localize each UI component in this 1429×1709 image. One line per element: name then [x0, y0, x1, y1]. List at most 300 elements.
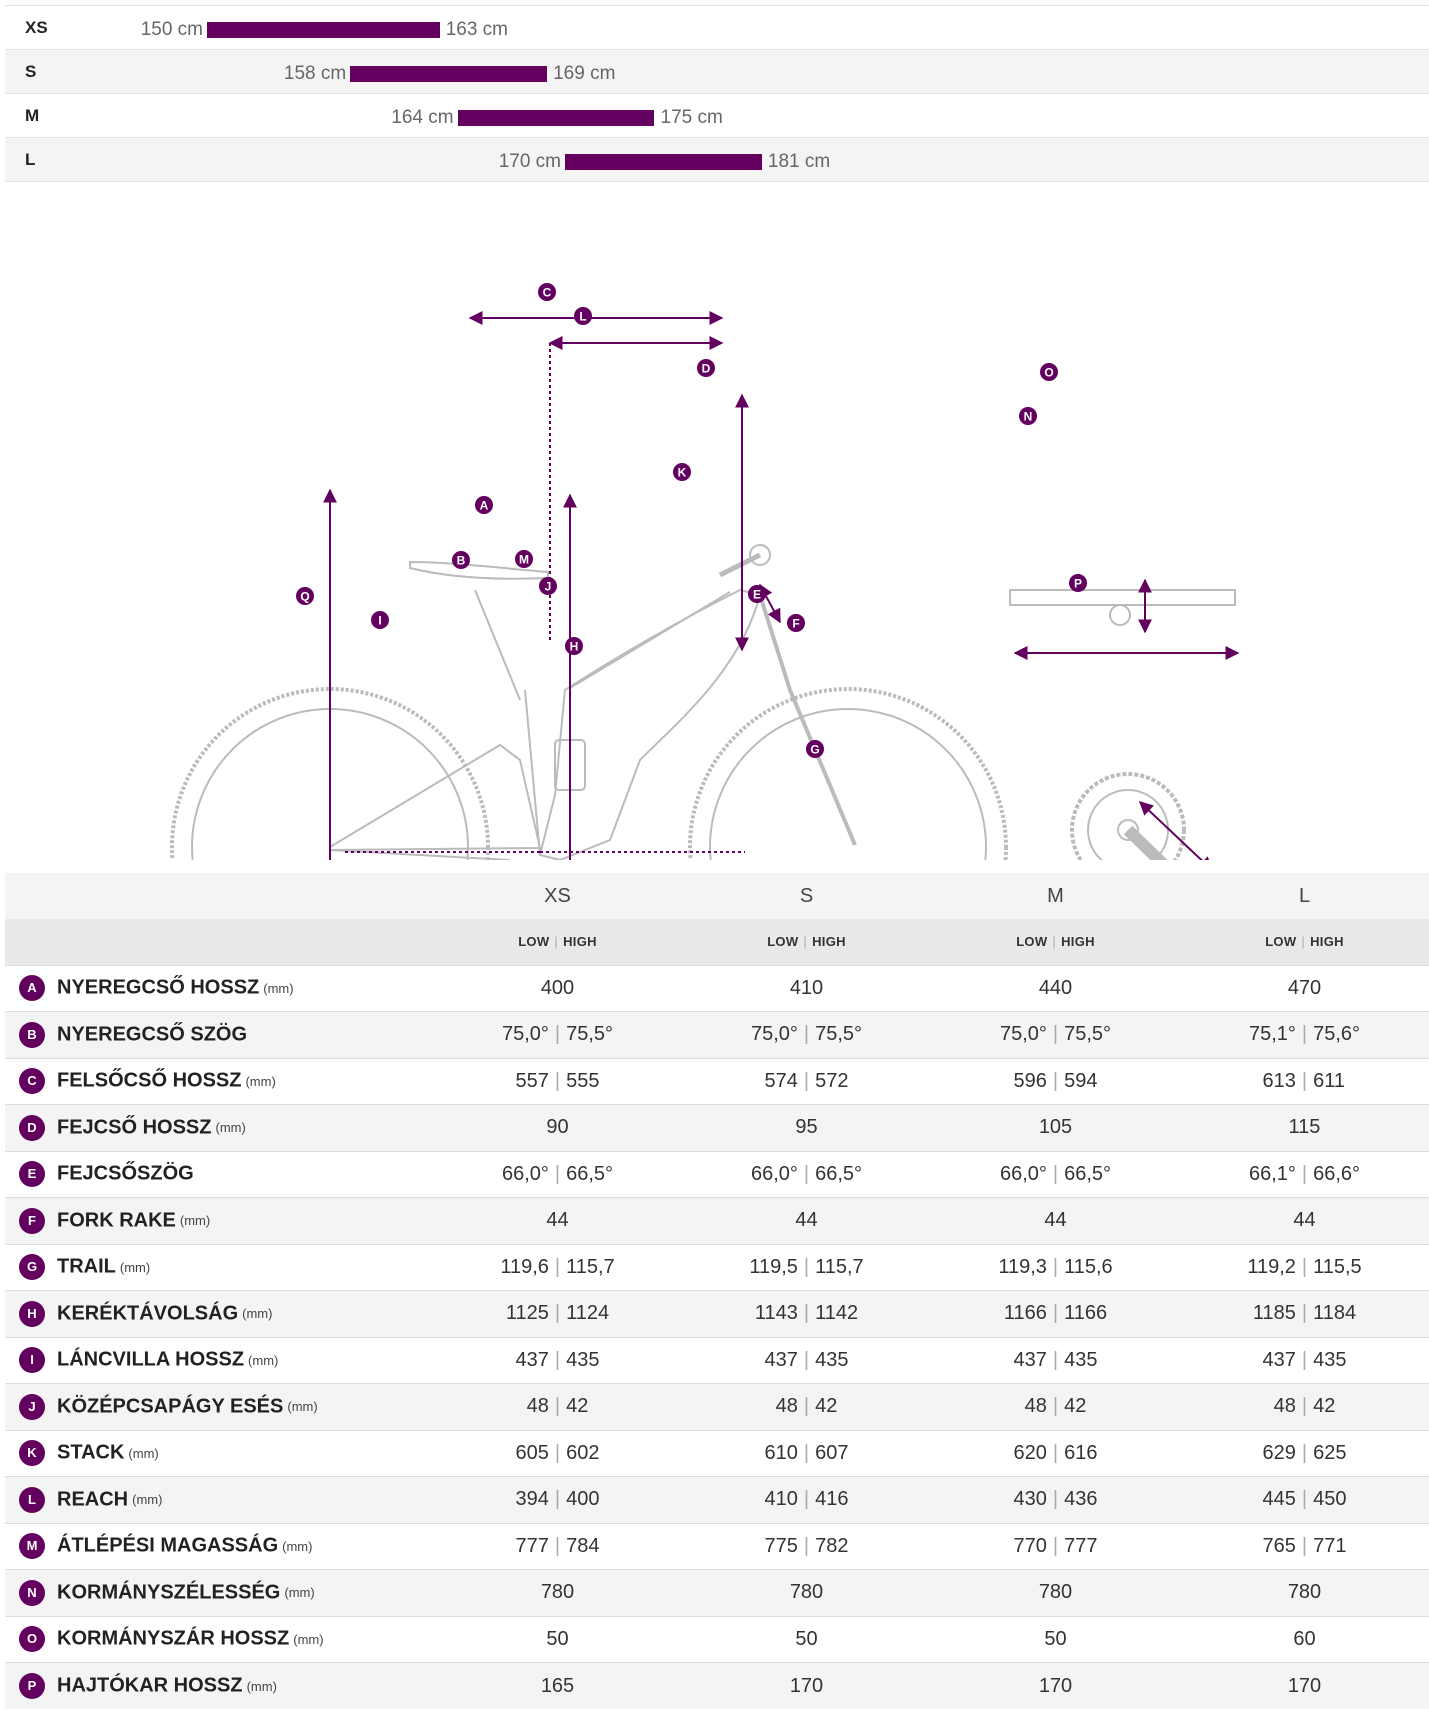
- high-value: 115,5: [1313, 1255, 1362, 1278]
- low-value: 394: [515, 1488, 549, 1511]
- low-high-header: [433, 919, 682, 965]
- high-value: 1124: [566, 1302, 610, 1325]
- value-cell: [931, 1663, 1180, 1709]
- parameter-name-cell: [5, 1012, 433, 1059]
- value-cell: [682, 1012, 931, 1059]
- low-value: 119,6: [500, 1255, 549, 1278]
- value-cell: [1180, 1198, 1429, 1245]
- marker-m: [515, 550, 533, 568]
- frame: [540, 587, 762, 860]
- value-cell: [433, 1012, 682, 1059]
- separator: |: [1301, 1348, 1308, 1371]
- single-value: 50: [795, 1627, 818, 1650]
- header-empty: [5, 919, 433, 965]
- bike-drawing: [172, 545, 1235, 860]
- value-cell: [682, 1523, 931, 1570]
- chainring: [1072, 774, 1184, 860]
- value-cell: [931, 1012, 1180, 1059]
- high-value: 416: [815, 1488, 849, 1511]
- single-value: 780: [789, 1581, 824, 1604]
- high-value: 1142: [815, 1302, 859, 1325]
- marker-c: [538, 283, 556, 301]
- low-value: 48: [775, 1395, 798, 1418]
- table-row: [5, 965, 1429, 1012]
- separator: |: [554, 1069, 561, 1092]
- separator: |: [1301, 1302, 1308, 1325]
- letter-badge: H: [19, 1301, 45, 1327]
- svg-text:D: D: [701, 361, 711, 376]
- high-value: 42: [566, 1395, 589, 1418]
- fork: [760, 595, 855, 845]
- table-row: [5, 1616, 1429, 1663]
- size-min-height: 150 cm: [140, 19, 203, 40]
- value-cell: [1180, 1663, 1429, 1709]
- separator: |: [554, 1023, 561, 1046]
- svg-text:A: A: [479, 498, 489, 513]
- value-cell: [433, 1337, 682, 1384]
- high-label: HIGH: [812, 934, 846, 950]
- low-value: 119,2: [1247, 1255, 1296, 1278]
- separator: |: [803, 1488, 810, 1511]
- single-value: 44: [1293, 1209, 1316, 1232]
- marker-o: [1040, 363, 1058, 381]
- value-cell: [1180, 1151, 1429, 1198]
- letter-badge: G: [19, 1254, 45, 1280]
- marker-j: [539, 577, 557, 595]
- parameter-name-cell: [5, 1337, 433, 1384]
- letter-badge: A: [19, 975, 45, 1001]
- single-value: 170: [789, 1674, 824, 1697]
- table-row: [5, 1105, 1429, 1152]
- parameter-unit: (mm): [248, 1352, 279, 1368]
- high-value: 625: [1313, 1441, 1347, 1464]
- value-cell: [1180, 1058, 1429, 1105]
- single-value: 44: [795, 1209, 818, 1232]
- value-cell: [931, 1430, 1180, 1477]
- diagram-letter-markers: [296, 283, 1087, 758]
- parameter-name: FORK RAKE: [57, 1209, 176, 1232]
- low-value: 445: [1262, 1488, 1296, 1511]
- high-value: 75,5°: [815, 1023, 863, 1046]
- low-value: 596: [1013, 1069, 1047, 1092]
- separator: |: [1052, 1069, 1059, 1092]
- single-value: 105: [1038, 1116, 1073, 1139]
- marker-g: [806, 740, 824, 758]
- parameter-name: KORMÁNYSZÉLESSÉG: [57, 1581, 281, 1604]
- letter-badge: N: [19, 1580, 45, 1606]
- parameter-name: STACK: [57, 1441, 125, 1464]
- table-row: [5, 1570, 1429, 1617]
- low-value: 48: [1273, 1395, 1296, 1418]
- parameter-name: ÁTLÉPÉSI MAGASSÁG: [57, 1534, 279, 1557]
- value-cell: [931, 1616, 1180, 1663]
- value-cell: [931, 1151, 1180, 1198]
- parameter-name-cell: [5, 1523, 433, 1570]
- separator: |: [554, 1395, 561, 1418]
- letter-badge: D: [19, 1115, 45, 1141]
- high-value: 436: [1064, 1488, 1098, 1511]
- high-value: 75,6°: [1313, 1023, 1361, 1046]
- separator: |: [554, 1302, 561, 1325]
- high-value: 400: [566, 1488, 600, 1511]
- letter-badge: C: [19, 1068, 45, 1094]
- separator: |: [554, 1488, 561, 1511]
- low-value: 437: [764, 1348, 798, 1371]
- svg-text:O: O: [1044, 365, 1054, 380]
- separator: |: [554, 1348, 561, 1371]
- marker-a: [475, 496, 493, 514]
- single-value: 95: [795, 1116, 818, 1139]
- low-high-header: [1180, 919, 1429, 965]
- low-value: 613: [1262, 1069, 1296, 1092]
- handlebar: [1010, 590, 1235, 605]
- high-value: 435: [566, 1348, 600, 1371]
- value-cell: [931, 965, 1180, 1012]
- marker-n: [1019, 407, 1037, 425]
- high-value: 616: [1064, 1441, 1098, 1464]
- value-cell: [682, 1337, 931, 1384]
- value-cell: [931, 1477, 1180, 1524]
- separator: |: [803, 1162, 810, 1185]
- parameter-name: KÖZÉPCSAPÁGY ESÉS: [57, 1395, 284, 1418]
- parameter-unit: (mm): [179, 1213, 211, 1229]
- svg-text:H: H: [569, 639, 579, 654]
- value-cell: [931, 1198, 1180, 1245]
- low-label: LOW: [1265, 934, 1297, 950]
- svg-text:G: G: [810, 742, 820, 757]
- single-value: 170: [1038, 1674, 1073, 1697]
- high-value: 1184: [1313, 1302, 1357, 1325]
- separator: |: [1052, 1534, 1059, 1557]
- table-row: [5, 1430, 1429, 1477]
- value-cell: [433, 1105, 682, 1152]
- separator: |: [1052, 934, 1057, 950]
- high-value: 42: [1064, 1395, 1087, 1418]
- separator: |: [554, 1162, 561, 1185]
- low-value: 775: [764, 1534, 798, 1557]
- single-value: 780: [540, 1581, 575, 1604]
- low-high-header-row: [5, 919, 1429, 965]
- table-row: [5, 1477, 1429, 1524]
- low-value: 557: [515, 1069, 549, 1092]
- low-value: 437: [1013, 1348, 1047, 1371]
- low-value: 437: [1262, 1348, 1296, 1371]
- low-label: LOW: [1016, 934, 1048, 950]
- marker-l: [574, 307, 592, 325]
- letter-badge: J: [19, 1394, 45, 1420]
- parameter-name-cell: [5, 1430, 433, 1477]
- value-cell: [1180, 1384, 1429, 1431]
- marker-q: [296, 587, 314, 605]
- rider-size-chart: [5, 5, 1429, 182]
- high-value: 42: [1313, 1395, 1336, 1418]
- single-value: 60: [1293, 1627, 1316, 1650]
- table-row: [5, 1244, 1429, 1291]
- value-cell: [682, 1198, 931, 1245]
- value-cell: [682, 1663, 931, 1709]
- separator: |: [803, 1023, 810, 1046]
- table-row: [5, 1198, 1429, 1245]
- separator: |: [1052, 1348, 1059, 1371]
- size-row-s: [5, 50, 1429, 94]
- value-cell: [682, 1058, 931, 1105]
- marker-i: [371, 611, 389, 629]
- single-value: 780: [1287, 1581, 1322, 1604]
- geometry-diagram: [0, 200, 1429, 860]
- svg-text:P: P: [1073, 576, 1083, 591]
- value-cell: [682, 1105, 931, 1152]
- value-cell: [1180, 965, 1429, 1012]
- separator: |: [1301, 1023, 1308, 1046]
- size-max-height: 181 cm: [767, 151, 831, 172]
- parameter-name: TRAIL: [57, 1255, 116, 1278]
- value-cell: [682, 1151, 931, 1198]
- separator: |: [803, 1302, 810, 1325]
- value-cell: [433, 1616, 682, 1663]
- separator: |: [803, 1069, 810, 1092]
- parameter-name-cell: [5, 1477, 433, 1524]
- separator: |: [1301, 1395, 1308, 1418]
- svg-text:Q: Q: [300, 589, 310, 604]
- parameter-unit: (mm): [242, 1306, 273, 1322]
- single-value: 410: [789, 976, 824, 999]
- parameter-unit: (mm): [132, 1492, 163, 1508]
- marker-d: [697, 359, 715, 377]
- size-max-height: 163 cm: [445, 19, 508, 40]
- letter-badge: E: [19, 1161, 45, 1187]
- high-value: 594: [1064, 1069, 1098, 1092]
- separator: |: [1301, 1069, 1308, 1092]
- low-high-header: [682, 919, 931, 965]
- value-cell: [433, 1058, 682, 1105]
- parameter-name: FEJCSŐSZÖG: [57, 1162, 194, 1185]
- high-value: 450: [1313, 1488, 1347, 1511]
- high-value: 75,5°: [1064, 1023, 1112, 1046]
- low-label: LOW: [767, 934, 799, 950]
- separator: |: [1052, 1162, 1059, 1185]
- low-value: 410: [764, 1488, 798, 1511]
- separator: |: [1301, 1488, 1308, 1511]
- high-value: 607: [815, 1441, 849, 1464]
- low-value: 777: [515, 1534, 549, 1557]
- size-label: XS: [25, 18, 48, 37]
- size-range-bar: [207, 22, 440, 38]
- value-cell: [433, 965, 682, 1012]
- svg-text:E: E: [752, 587, 762, 602]
- separator: |: [1301, 1534, 1308, 1557]
- value-cell: [682, 1291, 931, 1338]
- separator: |: [803, 1441, 810, 1464]
- parameter-name: HAJTÓKAR HOSSZ: [57, 1674, 243, 1697]
- separator: |: [1301, 1441, 1308, 1464]
- parameter-name: REACH: [57, 1488, 129, 1511]
- svg-text:L: L: [579, 309, 587, 324]
- value-cell: [433, 1523, 682, 1570]
- parameter-name-cell: [5, 1105, 433, 1152]
- value-cell: [1180, 1012, 1429, 1059]
- high-value: 435: [1064, 1348, 1098, 1371]
- separator: |: [554, 934, 559, 950]
- value-cell: [931, 1058, 1180, 1105]
- value-cell: [682, 1384, 931, 1431]
- high-value: 602: [566, 1441, 600, 1464]
- marker-e: [748, 585, 766, 603]
- single-value: 470: [1287, 976, 1322, 999]
- marker-p: [1069, 574, 1087, 592]
- parameter-name-cell: [5, 1058, 433, 1105]
- high-value: 115,7: [566, 1255, 615, 1278]
- high-value: 115,7: [815, 1255, 864, 1278]
- parameter-name-cell: [5, 1384, 433, 1431]
- low-value: 610: [764, 1441, 798, 1464]
- table-row: [5, 1337, 1429, 1384]
- size-range-bar: [565, 154, 762, 170]
- low-value: 119,3: [998, 1255, 1047, 1278]
- separator: |: [803, 1395, 810, 1418]
- letter-badge: K: [19, 1440, 45, 1466]
- size-max-height: 175 cm: [660, 107, 723, 128]
- high-value: 777: [1064, 1534, 1098, 1557]
- low-value: 629: [1262, 1441, 1296, 1464]
- value-cell: [1180, 1105, 1429, 1152]
- front-wheel: [690, 689, 1006, 860]
- separator: |: [1052, 1255, 1059, 1278]
- letter-badge: M: [19, 1533, 45, 1559]
- size-range-bar: [458, 110, 655, 126]
- separator: |: [1052, 1023, 1059, 1046]
- value-cell: [931, 1244, 1180, 1291]
- size-max-height: 169 cm: [553, 63, 616, 84]
- separator: |: [554, 1255, 561, 1278]
- marker-f: [787, 614, 805, 632]
- parameter-name-cell: [5, 1198, 433, 1245]
- parameter-name-cell: [5, 1616, 433, 1663]
- separator: |: [1052, 1488, 1059, 1511]
- value-cell: [682, 1477, 931, 1524]
- letter-badge: F: [19, 1208, 45, 1234]
- parameter-name: FEJCSŐ HOSSZ: [57, 1116, 212, 1139]
- low-value: 1185: [1252, 1302, 1296, 1325]
- parameter-name-cell: [5, 1570, 433, 1617]
- value-cell: [433, 1430, 682, 1477]
- single-value: 115: [1288, 1116, 1321, 1139]
- marker-k: [673, 463, 691, 481]
- low-value: 574: [764, 1069, 798, 1092]
- separator: |: [803, 1534, 810, 1557]
- low-value: 605: [515, 1441, 549, 1464]
- marker-h: [565, 637, 583, 655]
- value-cell: [1180, 1477, 1429, 1524]
- high-value: 611: [1313, 1069, 1345, 1092]
- low-value: 1143: [754, 1302, 798, 1325]
- svg-text:C: C: [542, 285, 552, 300]
- low-value: 770: [1013, 1534, 1047, 1557]
- table-row: [5, 1663, 1429, 1709]
- svg-text:J: J: [544, 579, 552, 594]
- parameter-name: KORMÁNYSZÁR HOSSZ: [57, 1627, 290, 1650]
- size-label: S: [25, 62, 37, 81]
- low-value: 75,1°: [1248, 1023, 1296, 1046]
- parameter-name: KERÉKTÁVOLSÁG: [57, 1302, 239, 1325]
- low-value: 66,1°: [1248, 1162, 1296, 1185]
- parameter-name-cell: [5, 1663, 433, 1709]
- size-column-header: S: [799, 884, 814, 907]
- low-value: 1166: [1003, 1302, 1047, 1325]
- size-column-header: XS: [544, 884, 571, 907]
- parameter-name-cell: [5, 1244, 433, 1291]
- parameter-name-cell: [5, 1151, 433, 1198]
- value-cell: [1180, 1430, 1429, 1477]
- low-value: 66,0°: [750, 1162, 798, 1185]
- size-range-bar: [350, 66, 547, 82]
- value-cell: [433, 1291, 682, 1338]
- single-value: 170: [1287, 1674, 1322, 1697]
- high-value: 771: [1313, 1534, 1347, 1557]
- value-cell: [682, 1244, 931, 1291]
- letter-badge: I: [19, 1347, 45, 1373]
- parameter-unit: (mm): [119, 1259, 151, 1275]
- size-row-m: [5, 94, 1429, 138]
- high-value: 42: [815, 1395, 838, 1418]
- marker-b: [452, 551, 470, 569]
- separator: |: [1052, 1395, 1059, 1418]
- parameter-unit: (mm): [128, 1445, 159, 1461]
- high-value: 66,5°: [566, 1162, 614, 1185]
- value-cell: [433, 1663, 682, 1709]
- low-label: LOW: [518, 934, 550, 950]
- value-cell: [1180, 1337, 1429, 1384]
- svg-text:I: I: [378, 613, 382, 628]
- separator: |: [803, 1255, 810, 1278]
- value-cell: [931, 1384, 1180, 1431]
- value-cell: [433, 1477, 682, 1524]
- parameter-name: LÁNCVILLA HOSSZ: [57, 1348, 245, 1371]
- single-value: 400: [540, 976, 575, 999]
- parameter-unit: (mm): [284, 1585, 315, 1601]
- svg-text:K: K: [677, 465, 687, 480]
- parameter-name-cell: [5, 1291, 433, 1338]
- parameter-unit: (mm): [246, 1678, 277, 1694]
- separator: |: [1052, 1441, 1059, 1464]
- separator: |: [554, 1534, 561, 1557]
- value-cell: [682, 1616, 931, 1663]
- separator: |: [1301, 1255, 1308, 1278]
- value-cell: [433, 1384, 682, 1431]
- high-value: 1166: [1064, 1302, 1108, 1325]
- table-row: [5, 1523, 1429, 1570]
- low-value: 48: [1024, 1395, 1047, 1418]
- low-value: 765: [1262, 1534, 1296, 1557]
- single-value: 50: [546, 1627, 569, 1650]
- value-cell: [433, 1570, 682, 1617]
- high-value: 784: [566, 1534, 600, 1557]
- parameter-unit: (mm): [263, 980, 294, 996]
- value-cell: [931, 1570, 1180, 1617]
- size-min-height: 164 cm: [391, 107, 454, 128]
- parameter-name: FELSŐCSŐ HOSSZ: [57, 1069, 242, 1092]
- low-value: 48: [526, 1395, 549, 1418]
- size-label: L: [25, 150, 36, 169]
- value-cell: [433, 1151, 682, 1198]
- table-row: [5, 1151, 1429, 1198]
- value-cell: [433, 1198, 682, 1245]
- parameter-unit: (mm): [293, 1631, 324, 1647]
- value-cell: [682, 1570, 931, 1617]
- high-value: 435: [815, 1348, 849, 1371]
- value-cell: [1180, 1523, 1429, 1570]
- letter-badge: P: [19, 1673, 45, 1699]
- value-cell: [682, 1430, 931, 1477]
